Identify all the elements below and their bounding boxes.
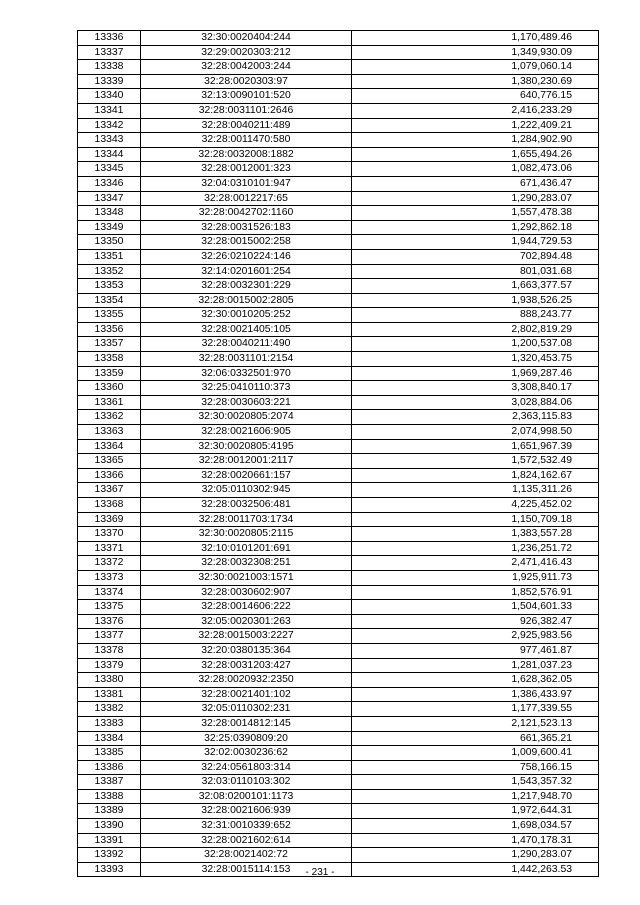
row-number-cell: 13345 — [78, 162, 141, 177]
cadastral-number-cell: 32:28:0020932:2350 — [141, 673, 352, 688]
cadastral-value-cell: 2,471,416.43 — [352, 556, 599, 571]
cadastral-value-cell: 1,386,433.97 — [352, 687, 599, 702]
cadastral-value-cell: 1,177,339.55 — [352, 702, 599, 717]
cadastral-value-cell: 1,320,453.75 — [352, 352, 599, 367]
cadastral-value-cell: 1,380,230.69 — [352, 74, 599, 89]
table-row — [78, 789, 599, 804]
table-row — [78, 337, 599, 352]
row-number-cell: 13381 — [78, 687, 141, 702]
cadastral-number-cell: 32:28:0032506:481 — [141, 498, 352, 513]
row-number-cell: 13338 — [78, 60, 141, 75]
table-row — [78, 191, 599, 206]
table-row — [78, 162, 599, 177]
cadastral-value-cell: 1,698,034.57 — [352, 819, 599, 834]
row-number-cell: 13383 — [78, 716, 141, 731]
row-number-cell: 13360 — [78, 381, 141, 396]
row-number-cell: 13353 — [78, 279, 141, 294]
row-number-cell: 13384 — [78, 731, 141, 746]
table-row — [78, 279, 599, 294]
table-row — [78, 264, 599, 279]
cadastral-value-cell: 1,150,709.18 — [352, 512, 599, 527]
cadastral-number-cell: 32:28:0021401:102 — [141, 687, 352, 702]
row-number-cell: 13369 — [78, 512, 141, 527]
row-number-cell: 13362 — [78, 410, 141, 425]
cadastral-value-cell: 1,200,537.08 — [352, 337, 599, 352]
row-number-cell: 13344 — [78, 147, 141, 162]
table-row — [78, 716, 599, 731]
cadastral-number-cell: 32:10:0101201:691 — [141, 541, 352, 556]
cadastral-number-cell: 32:28:0031203:427 — [141, 658, 352, 673]
cadastral-number-cell: 32:28:0031101:2154 — [141, 352, 352, 367]
cadastral-number-cell: 32:30:0020404:244 — [141, 31, 352, 46]
cadastral-number-cell: 32:28:0012217:65 — [141, 191, 352, 206]
cadastral-number-cell: 32:28:0032301:229 — [141, 279, 352, 294]
cadastral-value-cell: 2,074,998.50 — [352, 425, 599, 440]
table-row — [78, 556, 599, 571]
table-row — [78, 804, 599, 819]
row-number-cell: 13354 — [78, 293, 141, 308]
cadastral-number-cell: 32:31:0010339:652 — [141, 819, 352, 834]
cadastral-value-cell: 4,225,452.02 — [352, 498, 599, 513]
row-number-cell: 13370 — [78, 527, 141, 542]
cadastral-number-cell: 32:13:0090101:520 — [141, 89, 352, 104]
cadastral-number-cell: 32:28:0021606:939 — [141, 804, 352, 819]
cadastral-value-cell: 1,170,489.46 — [352, 31, 599, 46]
table-row — [78, 541, 599, 556]
cadastral-number-cell: 32:28:0042003:244 — [141, 60, 352, 75]
row-number-cell: 13359 — [78, 366, 141, 381]
cadastral-value-cell: 977,461.87 — [352, 643, 599, 658]
table-row — [78, 249, 599, 264]
cadastral-number-cell: 32:30:0020805:2115 — [141, 527, 352, 542]
cadastral-number-cell: 32:26:0210224:146 — [141, 249, 352, 264]
row-number-cell: 13349 — [78, 220, 141, 235]
table-row — [78, 483, 599, 498]
row-number-cell: 13371 — [78, 541, 141, 556]
cadastral-number-cell: 32:28:0032008:1882 — [141, 147, 352, 162]
row-number-cell: 13364 — [78, 439, 141, 454]
cadastral-value-cell: 1,284,902.90 — [352, 133, 599, 148]
table-row — [78, 848, 599, 863]
row-number-cell: 13339 — [78, 74, 141, 89]
table-row — [78, 322, 599, 337]
cadastral-number-cell: 32:28:0015003:2227 — [141, 629, 352, 644]
row-number-cell: 13343 — [78, 133, 141, 148]
cadastral-number-cell: 32:28:0014812:145 — [141, 716, 352, 731]
table-row — [78, 614, 599, 629]
table-row — [78, 760, 599, 775]
table-row — [78, 293, 599, 308]
cadastral-value-table — [77, 30, 599, 877]
cadastral-value-cell: 1,852,576.91 — [352, 585, 599, 600]
row-number-cell: 13350 — [78, 235, 141, 250]
cadastral-value-cell: 1,349,930.09 — [352, 45, 599, 60]
cadastral-number-cell: 32:05:0110302:231 — [141, 702, 352, 717]
row-number-cell: 13363 — [78, 425, 141, 440]
row-number-cell: 13355 — [78, 308, 141, 323]
cadastral-number-cell: 32:20:0380135:364 — [141, 643, 352, 658]
row-number-cell: 13392 — [78, 848, 141, 863]
row-number-cell: 13347 — [78, 191, 141, 206]
cadastral-value-cell: 801,031.68 — [352, 264, 599, 279]
cadastral-value-cell: 2,802,819.29 — [352, 322, 599, 337]
cadastral-number-cell: 32:02:0030236:62 — [141, 746, 352, 761]
table-row — [78, 410, 599, 425]
cadastral-value-cell: 1,009,600.41 — [352, 746, 599, 761]
table-body — [78, 31, 599, 877]
cadastral-value-cell: 661,365.21 — [352, 731, 599, 746]
cadastral-number-cell: 32:28:0040211:489 — [141, 118, 352, 133]
cadastral-number-cell: 32:08:0200101:1173 — [141, 789, 352, 804]
cadastral-number-cell: 32:28:0021405:105 — [141, 322, 352, 337]
cadastral-value-cell: 1,222,409.21 — [352, 118, 599, 133]
cadastral-value-cell: 1,217,948.70 — [352, 789, 599, 804]
row-number-cell: 13389 — [78, 804, 141, 819]
cadastral-number-cell: 32:28:0020303:97 — [141, 74, 352, 89]
cadastral-number-cell: 32:28:0020661:157 — [141, 468, 352, 483]
table-row — [78, 629, 599, 644]
row-number-cell: 13340 — [78, 89, 141, 104]
cadastral-value-cell: 1,944,729.53 — [352, 235, 599, 250]
cadastral-value-cell: 1,504,601.33 — [352, 600, 599, 615]
table-row — [78, 235, 599, 250]
cadastral-number-cell: 32:28:0032308:251 — [141, 556, 352, 571]
cadastral-value-cell: 2,363,115.83 — [352, 410, 599, 425]
cadastral-number-cell: 32:28:0031526:183 — [141, 220, 352, 235]
table-row — [78, 439, 599, 454]
row-number-cell: 13376 — [78, 614, 141, 629]
cadastral-number-cell: 32:28:0011703:1734 — [141, 512, 352, 527]
cadastral-number-cell: 32:28:0021606:905 — [141, 425, 352, 440]
cadastral-number-cell: 32:28:0031101:2646 — [141, 103, 352, 118]
row-number-cell: 13390 — [78, 819, 141, 834]
row-number-cell: 13393 — [78, 862, 141, 877]
row-number-cell: 13385 — [78, 746, 141, 761]
cadastral-value-cell: 2,416,233.29 — [352, 103, 599, 118]
cadastral-value-cell: 1,824,162.67 — [352, 468, 599, 483]
row-number-cell: 13358 — [78, 352, 141, 367]
row-number-cell: 13356 — [78, 322, 141, 337]
row-number-cell: 13378 — [78, 643, 141, 658]
table-row — [78, 527, 599, 542]
cadastral-value-cell: 1,557,478.38 — [352, 206, 599, 221]
cadastral-number-cell: 32:28:0021402:72 — [141, 848, 352, 863]
table-row — [78, 731, 599, 746]
cadastral-value-cell: 1,938,526.25 — [352, 293, 599, 308]
cadastral-value-cell: 1,281,037.23 — [352, 658, 599, 673]
row-number-cell: 13367 — [78, 483, 141, 498]
cadastral-value-cell: 1,079,060.14 — [352, 60, 599, 75]
cadastral-value-cell: 888,243.77 — [352, 308, 599, 323]
cadastral-number-cell: 32:06:0332501:970 — [141, 366, 352, 381]
row-number-cell: 13366 — [78, 468, 141, 483]
table-row — [78, 31, 599, 46]
table-row — [78, 220, 599, 235]
row-number-cell: 13368 — [78, 498, 141, 513]
table-row — [78, 366, 599, 381]
table-row — [78, 308, 599, 323]
table-row — [78, 352, 599, 367]
row-number-cell: 13379 — [78, 658, 141, 673]
row-number-cell: 13361 — [78, 395, 141, 410]
row-number-cell: 13336 — [78, 31, 141, 46]
row-number-cell: 13346 — [78, 176, 141, 191]
table-row — [78, 381, 599, 396]
row-number-cell: 13351 — [78, 249, 141, 264]
cadastral-number-cell: 32:28:0015002:258 — [141, 235, 352, 250]
cadastral-value-cell: 1,572,532.49 — [352, 454, 599, 469]
cadastral-number-cell: 32:03:0110103:302 — [141, 775, 352, 790]
cadastral-number-cell: 32:28:0040211:490 — [141, 337, 352, 352]
table-row — [78, 118, 599, 133]
row-number-cell: 13348 — [78, 206, 141, 221]
cadastral-value-cell: 1,236,251.72 — [352, 541, 599, 556]
row-number-cell: 13382 — [78, 702, 141, 717]
cadastral-value-cell: 1,663,377.57 — [352, 279, 599, 294]
cadastral-number-cell: 32:28:0021602:614 — [141, 833, 352, 848]
cadastral-value-cell: 1,925,911.73 — [352, 570, 599, 585]
table-row — [78, 60, 599, 75]
row-number-cell: 13375 — [78, 600, 141, 615]
row-number-cell: 13342 — [78, 118, 141, 133]
table-row — [78, 687, 599, 702]
table-row — [78, 570, 599, 585]
table-row — [78, 89, 599, 104]
cadastral-value-cell: 1,082,473.06 — [352, 162, 599, 177]
cadastral-value-cell: 1,969,287.46 — [352, 366, 599, 381]
cadastral-value-cell: 2,925,983.56 — [352, 629, 599, 644]
table-row — [78, 468, 599, 483]
cadastral-value-cell: 3,028,884.06 — [352, 395, 599, 410]
cadastral-number-cell: 32:30:0010205:252 — [141, 308, 352, 323]
row-number-cell: 13377 — [78, 629, 141, 644]
table-row — [78, 512, 599, 527]
cadastral-number-cell: 32:28:0030602:907 — [141, 585, 352, 600]
cadastral-value-cell: 1,628,362.05 — [352, 673, 599, 688]
cadastral-number-cell: 32:28:0015114:153 — [141, 862, 352, 877]
cadastral-value-cell: 671,436.47 — [352, 176, 599, 191]
cadastral-number-cell: 32:28:0012001:323 — [141, 162, 352, 177]
cadastral-value-cell: 926,382.47 — [352, 614, 599, 629]
cadastral-number-cell: 32:30:0020805:2074 — [141, 410, 352, 425]
cadastral-number-cell: 32:05:0110302:945 — [141, 483, 352, 498]
table-row — [78, 775, 599, 790]
table-row — [78, 702, 599, 717]
cadastral-number-cell: 32:29:0020303:212 — [141, 45, 352, 60]
cadastral-number-cell: 32:28:0012001:2117 — [141, 454, 352, 469]
table-row — [78, 395, 599, 410]
row-number-cell: 13373 — [78, 570, 141, 585]
table-row — [78, 643, 599, 658]
row-number-cell: 13391 — [78, 833, 141, 848]
table-row — [78, 454, 599, 469]
table-row — [78, 819, 599, 834]
table-row — [78, 600, 599, 615]
row-number-cell: 13352 — [78, 264, 141, 279]
cadastral-value-cell: 1,972,644.31 — [352, 804, 599, 819]
table-row — [78, 746, 599, 761]
page-number: - 231 - — [305, 867, 335, 878]
cadastral-number-cell: 32:30:0021003:1571 — [141, 570, 352, 585]
cadastral-value-cell: 702,894.48 — [352, 249, 599, 264]
table-row — [78, 658, 599, 673]
cadastral-number-cell: 32:28:0015002:2805 — [141, 293, 352, 308]
cadastral-value-cell: 1,135,311.26 — [352, 483, 599, 498]
row-number-cell: 13388 — [78, 789, 141, 804]
cadastral-value-cell: 1,383,557.28 — [352, 527, 599, 542]
cadastral-value-cell: 1,543,357.32 — [352, 775, 599, 790]
table-row — [78, 45, 599, 60]
table-row — [78, 498, 599, 513]
row-number-cell: 13341 — [78, 103, 141, 118]
table-row — [78, 833, 599, 848]
row-number-cell: 13374 — [78, 585, 141, 600]
table-row — [78, 206, 599, 221]
cadastral-number-cell: 32:28:0030603:221 — [141, 395, 352, 410]
cadastral-number-cell: 32:28:0042702:1160 — [141, 206, 352, 221]
cadastral-value-cell: 1,290,283.07 — [352, 191, 599, 206]
cadastral-value-cell: 1,292,862.18 — [352, 220, 599, 235]
row-number-cell: 13387 — [78, 775, 141, 790]
cadastral-value-cell: 758,166.15 — [352, 760, 599, 775]
cadastral-value-cell: 1,290,283.07 — [352, 848, 599, 863]
cadastral-number-cell: 32:14:0201601:254 — [141, 264, 352, 279]
row-number-cell: 13365 — [78, 454, 141, 469]
cadastral-number-cell: 32:24:0561803:314 — [141, 760, 352, 775]
cadastral-number-cell: 32:05:0020301:263 — [141, 614, 352, 629]
table-row — [78, 673, 599, 688]
table-row — [78, 147, 599, 162]
cadastral-number-cell: 32:25:0410110:373 — [141, 381, 352, 396]
row-number-cell: 13372 — [78, 556, 141, 571]
table-row — [78, 585, 599, 600]
cadastral-number-cell: 32:30:0020805:4195 — [141, 439, 352, 454]
cadastral-number-cell: 32:04:0310101:947 — [141, 176, 352, 191]
cadastral-value-cell: 640,776.15 — [352, 89, 599, 104]
cadastral-number-cell: 32:28:0014606:222 — [141, 600, 352, 615]
table-row — [78, 425, 599, 440]
cadastral-value-cell: 2,121,523.13 — [352, 716, 599, 731]
table-row — [78, 74, 599, 89]
cadastral-value-cell: 1,655,494.26 — [352, 147, 599, 162]
table-row — [78, 133, 599, 148]
cadastral-value-cell: 3,308,840.17 — [352, 381, 599, 396]
row-number-cell: 13386 — [78, 760, 141, 775]
table-row — [78, 176, 599, 191]
cadastral-value-cell: 1,470,178.31 — [352, 833, 599, 848]
cadastral-value-cell: 1,442,263.53 — [352, 862, 599, 877]
table-row — [78, 103, 599, 118]
cadastral-number-cell: 32:28:0011470:580 — [141, 133, 352, 148]
cadastral-number-cell: 32:25:0390809:20 — [141, 731, 352, 746]
row-number-cell: 13380 — [78, 673, 141, 688]
row-number-cell: 13337 — [78, 45, 141, 60]
cadastral-value-cell: 1,651,967.39 — [352, 439, 599, 454]
row-number-cell: 13357 — [78, 337, 141, 352]
